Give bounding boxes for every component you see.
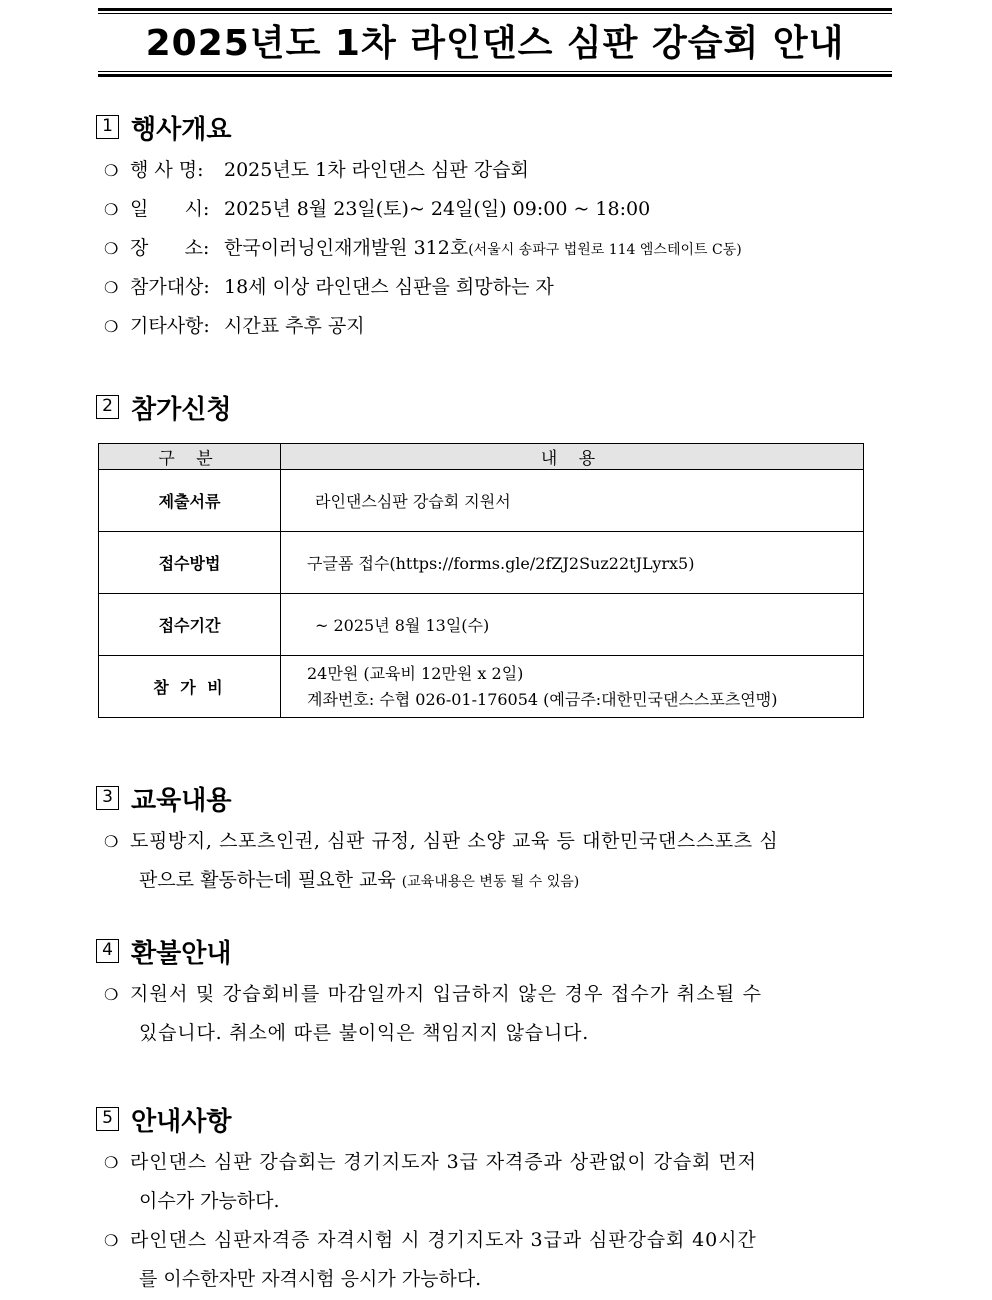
bullet-icon: ❍ (104, 1231, 119, 1250)
section-number: 5 (96, 1107, 119, 1131)
bullet-icon: ❍ (104, 161, 119, 180)
table-header: 구 분 (99, 444, 281, 470)
bullet-icon: ❍ (104, 200, 119, 219)
notice-item-cont (139, 1188, 280, 1214)
bank-account: 계좌번호: 수협 026-01-176054 (예금주:대한민국댄스스포츠연맹) (307, 689, 778, 709)
notice-text: 를 이수한자만 자격시험 응시가 가능하다. (139, 1268, 482, 1290)
section-number: 3 (96, 786, 119, 810)
row-value: ~ 2025년 8월 13일(수) (281, 594, 864, 656)
title-rule (98, 13, 892, 14)
section-heading-overview (96, 110, 231, 144)
section-title: 참가신청 (131, 394, 232, 425)
table-row (99, 532, 864, 594)
section-title: 교육내용 (131, 785, 232, 816)
education-line (104, 828, 778, 855)
row-label: 제출서류 (99, 470, 281, 532)
education-note: (교육내용은 변동 될 수 있음) (401, 874, 580, 890)
notice-item-cont (139, 1266, 481, 1292)
row-label: 접수기간 (99, 594, 281, 656)
bullet-icon: ❍ (104, 278, 119, 297)
notice-text: 라인댄스 심판자격증 자격시험 시 경기지도자 3급과 심판강습회 40시간 (130, 1229, 757, 1251)
education-text: 판으로 활동하는데 필요한 교육 (139, 869, 396, 891)
overview-event-name (104, 157, 529, 184)
page-title: 2025년도 1차 라인댄스 심판 강습회 안내 (145, 23, 845, 64)
row-label: 참 가 비 (99, 656, 281, 718)
education-line-cont (139, 867, 579, 895)
row-value: 라인댄스심판 강습회 지원서 (281, 470, 864, 532)
education-text: 도핑방지, 스포츠인권, 심판 규정, 심판 소양 교육 등 대한민국댄스스포츠 심 (130, 830, 779, 852)
section-heading-notices (96, 1102, 231, 1136)
overview-place (104, 235, 742, 263)
bullet-icon: ❍ (104, 985, 119, 1004)
table-row (99, 470, 864, 532)
row-label: 접수방법 (99, 532, 281, 594)
section-title: 행사개요 (131, 114, 232, 145)
field-label: 장 소: (130, 237, 210, 259)
title-block (98, 8, 892, 78)
title-rule (98, 74, 892, 77)
section-number: 2 (96, 395, 119, 419)
refund-line-cont (139, 1020, 589, 1046)
field-label: 참가대상: (130, 276, 210, 298)
table-row (99, 656, 864, 718)
field-label: 일 시: (130, 198, 210, 220)
title-rule (98, 8, 892, 11)
overview-etc (104, 313, 365, 340)
title-rule (98, 71, 892, 72)
table-header: 내 용 (281, 444, 864, 470)
table-row (99, 594, 864, 656)
bullet-icon: ❍ (104, 317, 119, 336)
section-heading-refund (96, 934, 231, 968)
field-value: 2025년도 1차 라인댄스 심판 강습회 (224, 159, 529, 181)
field-label: 행 사 명: (130, 159, 204, 181)
field-value: 2025년 8월 23일(토)~ 24일(일) 09:00 ~ 18:00 (224, 198, 651, 220)
overview-date (104, 196, 650, 223)
field-value: 한국이러닝인재개발원 312호 (224, 237, 469, 259)
table-header-row (99, 444, 864, 470)
notice-item (104, 1149, 757, 1176)
field-value: 시간표 추후 공지 (224, 315, 365, 337)
notice-text: 이수가 가능하다. (139, 1190, 280, 1212)
place-address: (서울시 송파구 법원로 114 엠스테이트 C동) (468, 242, 742, 258)
notice-item (104, 1227, 757, 1254)
section-title: 환불안내 (131, 938, 232, 969)
section-heading-application (96, 390, 231, 424)
notice-text: 라인댄스 심판 강습회는 경기지도자 3급 자격증과 상관없이 강습회 먼저 (130, 1151, 757, 1173)
refund-text: 지원서 및 강습회비를 마감일까지 입금하지 않은 경우 접수가 취소될 수 (130, 983, 763, 1005)
bullet-icon: ❍ (104, 832, 119, 851)
row-value (281, 656, 864, 718)
section-title: 안내사항 (131, 1106, 232, 1137)
refund-text: 있습니다. 취소에 따른 불이익은 책임지지 않습니다. (139, 1022, 590, 1044)
section-heading-education (96, 781, 231, 815)
section-number: 4 (96, 939, 119, 963)
field-label: 기타사항: (130, 315, 210, 337)
section-number: 1 (96, 115, 119, 139)
field-value: 18세 이상 라인댄스 심판을 희망하는 자 (224, 276, 554, 298)
bullet-icon: ❍ (104, 1153, 119, 1172)
bullet-icon: ❍ (104, 239, 119, 258)
fee-amount: 24만원 (교육비 12만원 x 2일) (307, 663, 524, 683)
application-table (98, 443, 864, 718)
refund-line (104, 981, 762, 1008)
row-value: 구글폼 접수(https://forms.gle/2fZJ2Suz22tJLyrx5) (281, 532, 864, 594)
overview-target (104, 274, 554, 301)
